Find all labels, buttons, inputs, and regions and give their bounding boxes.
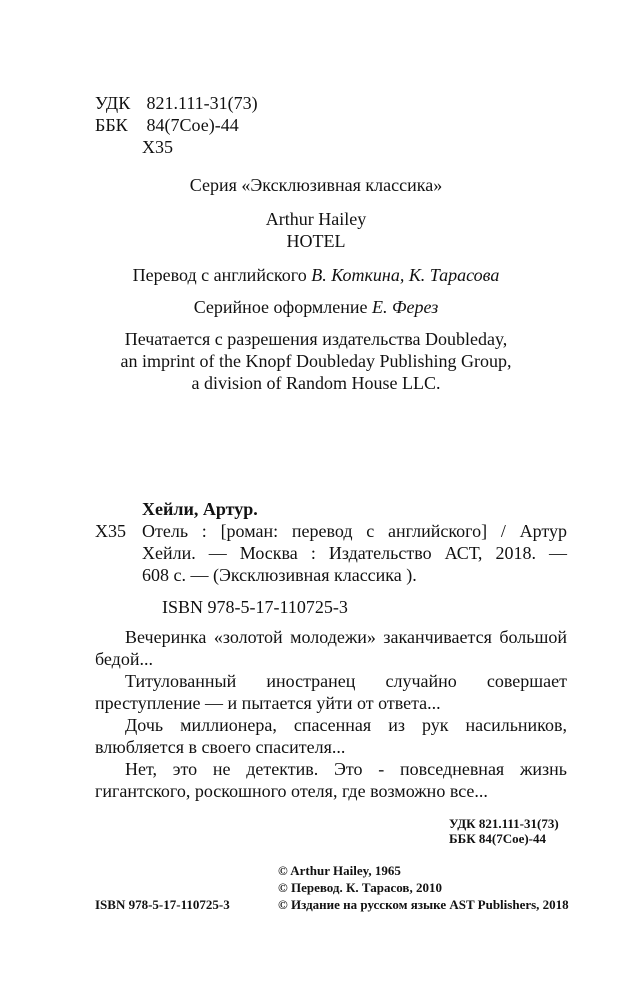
bbk-value: 84(7Сое)-44 (146, 115, 239, 135)
bbk-line (95, 114, 239, 136)
series-line: Серия «Эксклюзивная классика» (189, 175, 443, 195)
udk-value: 821.111-31(73) (146, 93, 258, 113)
designer: Е. Ферез (372, 297, 439, 317)
original-title: HOTEL (286, 231, 346, 251)
author-mark: Х35 (142, 137, 173, 157)
translation-line (0, 264, 632, 286)
copyright-translation: © Перевод. К. Тарасов, 2010 (278, 880, 442, 895)
design-line (0, 296, 632, 318)
annotation-paragraph-1: Вечеринка «золотой молодежи» заканчивается большой бедой... (95, 627, 567, 669)
design-prefix: Серийное оформление (193, 297, 373, 317)
annotation-paragraph-3: Дочь миллионера, спасенная из рук насильников, влюбляется в своего спасителя... (95, 715, 567, 757)
annotation-paragraph-4: Нет, это не детектив. Это - повседневная жизнь гигантского, роскошного отеля, где возможно все... (95, 759, 567, 801)
permission-line-1: Печатается с разрешения издательства Doubleday, (124, 329, 508, 349)
translators: В. Коткина, К. Тарасова (311, 265, 500, 285)
translation-prefix: Перевод с английского (132, 265, 312, 285)
bib-description-line-3: 608 с. — (Эксклюзивная классика ). (142, 565, 417, 585)
original-author: Arthur Hailey (265, 209, 367, 229)
bbk-label: ББК (95, 115, 128, 135)
annotation-paragraph-2: Титулованный иностранец случайно совершает преступление — и пытается уйти от ответа... (95, 671, 567, 713)
permission-line-2: an imprint of the Knopf Doubleday Publishing Group, (120, 351, 512, 371)
copyright-edition: © Издание на русском языке AST Publishers, 2018 (278, 897, 569, 912)
udk-line (95, 92, 258, 114)
bib-description-line-1: Отель : [роман: перевод с английского] / Артур (142, 521, 567, 541)
copyright-author: © Arthur Hailey, 1965 (278, 863, 401, 878)
bib-mark: Х35 (95, 521, 126, 541)
permission-line-3: a division of Random House LLC. (191, 373, 441, 393)
small-bbk: ББК 84(7Сое)-44 (449, 831, 547, 846)
footer-isbn: ISBN 978-5-17-110725-3 (95, 897, 230, 912)
small-udk: УДК 821.111-31(73) (449, 816, 559, 831)
bib-isbn: ISBN 978-5-17-110725-3 (162, 597, 348, 617)
bib-author-heading: Хейли, Артур. (142, 499, 258, 519)
bib-description-line-2: Хейли. — Москва : Издательство АСТ, 2018. — (142, 543, 567, 563)
udk-label: УДК (95, 93, 131, 113)
